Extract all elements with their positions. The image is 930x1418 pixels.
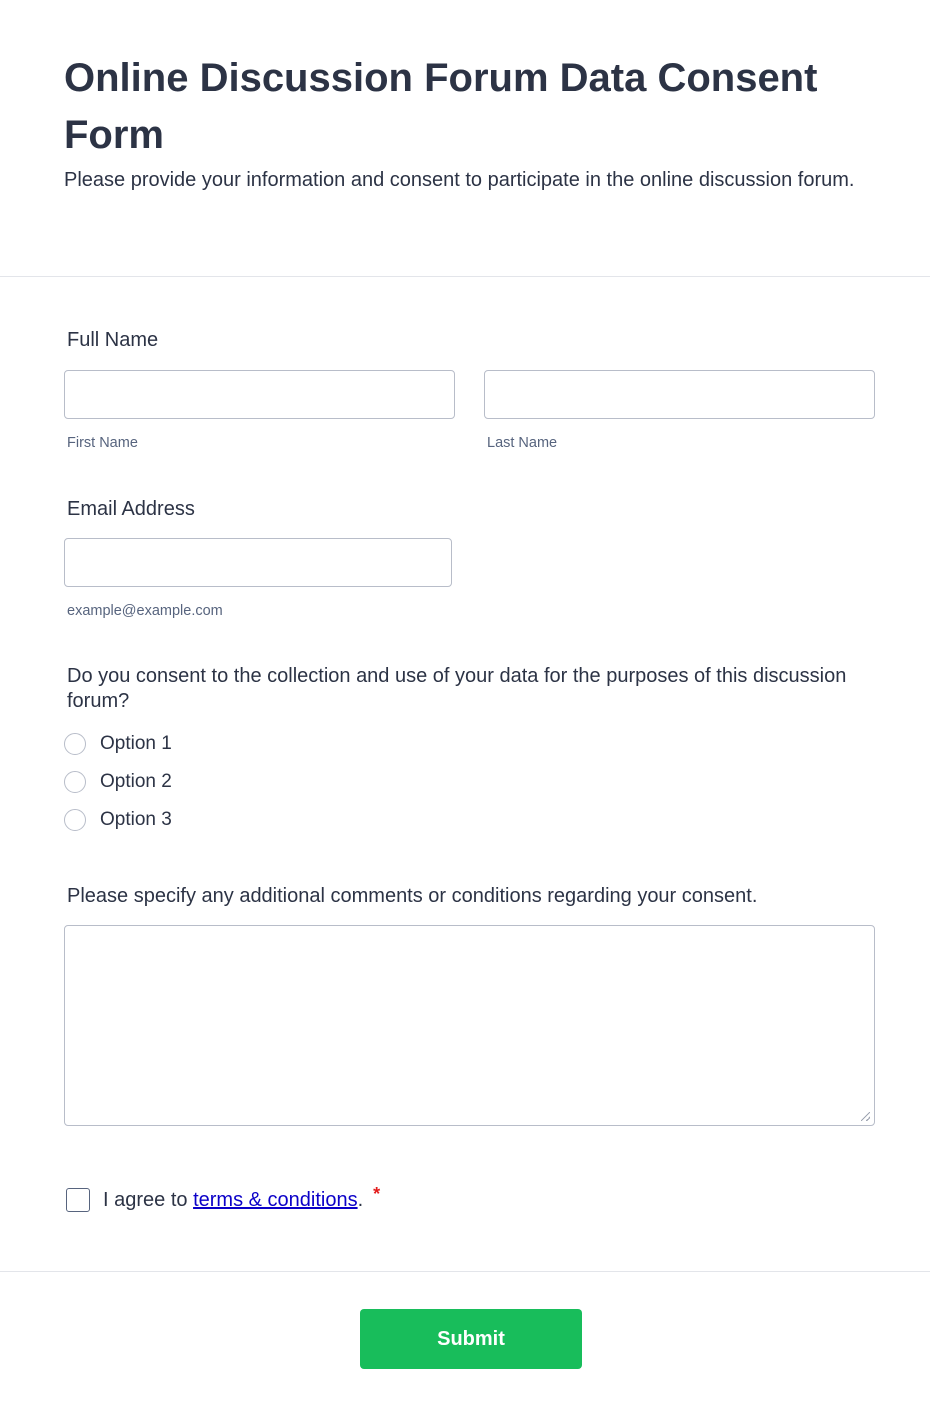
consent-option-2[interactable] (64, 769, 172, 795)
consent-question-label: Do you consent to the collection and use of your data for the purposes of this discussion forum? (67, 665, 847, 712)
email-sublabel: example@example.com (67, 603, 223, 619)
first-name-sublabel: First Name (67, 435, 138, 451)
radio-button[interactable] (64, 809, 86, 831)
full-name-label: Full Name (67, 329, 159, 351)
page-subtitle: Please provide your information and consent to participate in the online discussion forum. (64, 169, 855, 191)
form-header (0, 0, 930, 277)
radio-option-label[interactable]: Option 1 (100, 733, 172, 754)
first-name-input[interactable] (64, 370, 455, 419)
footer-divider (0, 1271, 930, 1272)
terms-checkbox[interactable] (66, 1188, 90, 1212)
last-name-input[interactable] (484, 370, 875, 419)
terms-agreement[interactable] (66, 1183, 381, 1214)
email-input[interactable] (64, 538, 452, 587)
consent-option-1[interactable] (64, 731, 172, 757)
submit-button[interactable]: Submit (360, 1309, 582, 1369)
consent-option-3[interactable] (64, 807, 172, 833)
comments-textarea[interactable] (64, 925, 875, 1126)
terms-prefix: I agree to (103, 1188, 194, 1211)
comments-label: Please specify any additional comments or conditions regarding your consent. (67, 885, 758, 907)
terms-text (103, 1189, 363, 1212)
last-name-sublabel: Last Name (487, 435, 558, 451)
page-title: Online Discussion Forum Data Consent Form (64, 56, 818, 157)
required-asterisk: * (373, 1183, 381, 1204)
terms-suffix: . (357, 1188, 364, 1211)
radio-option-label[interactable]: Option 2 (100, 771, 172, 792)
email-label: Email Address (67, 498, 195, 520)
resize-grip-icon[interactable] (861, 1112, 870, 1121)
terms-link[interactable]: terms & conditions (193, 1188, 358, 1211)
radio-option-label[interactable]: Option 3 (100, 809, 172, 830)
radio-button[interactable] (64, 771, 86, 793)
radio-button[interactable] (64, 733, 86, 755)
